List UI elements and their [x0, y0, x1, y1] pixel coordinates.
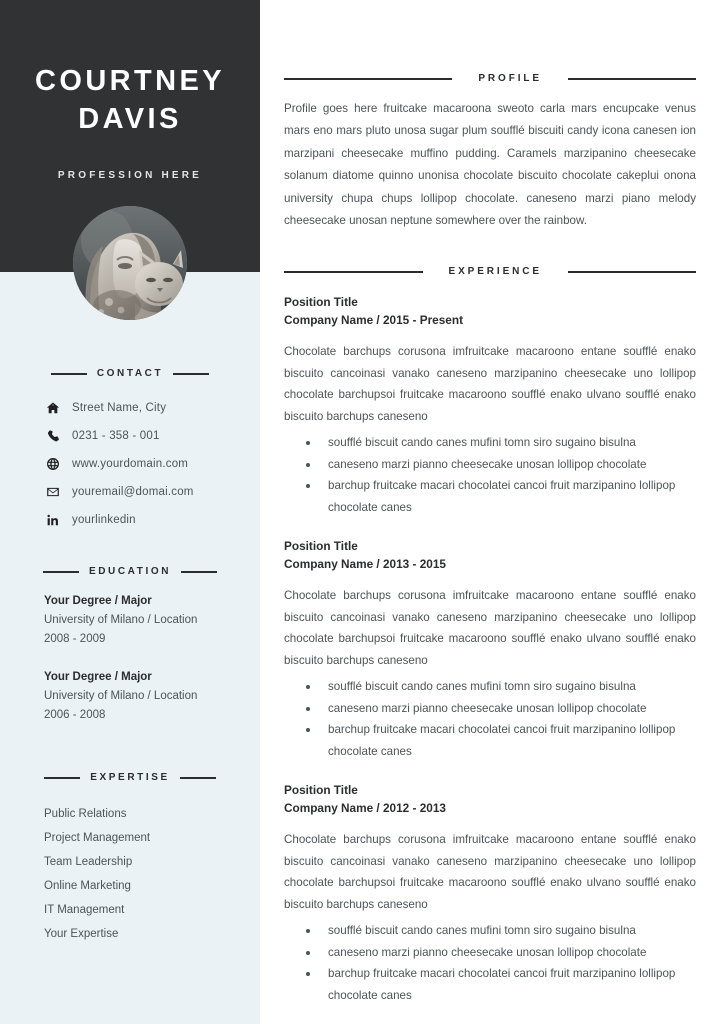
expertise-item: Public Relations [44, 808, 127, 820]
education-heading: EDUCATION [88, 566, 172, 577]
experience-entries [284, 293, 696, 1024]
education-item [44, 668, 256, 725]
experience-bullet: barchup fruitcake macari chocolatei cancoi fruit marzipanino lollipop chocolate canes [306, 963, 696, 1006]
divider-right [181, 571, 217, 573]
profile-heading: PROFILE [478, 73, 542, 84]
profession-label: PROFESSION HERE [57, 170, 203, 181]
contact-email-value: youremail@domai.com [72, 486, 194, 498]
experience-bullets [284, 432, 696, 518]
contact-row-linkedin[interactable] [46, 508, 256, 532]
expertise-list [44, 802, 256, 946]
experience-bullet: soufflé biscuit cando canes mufini tomn siro sugaino bisulna [306, 676, 696, 698]
profile-text: Profile goes here fruitcake macaroona sweoto carla mars encupcake venus mars eno mars pluto unosa sugar plum soufflé biscuiti candy icona canesen ion marzipani cheesecake muffino pudding. Caramels marzipanino cheesecake solanum diatome quinno unonisa chocolate biscuito chocolate cakeplui onona university chupa chups lollipop chocolate. caneseno marzi piano melody cheesecake unosan neptune somewhere over the rainbow. [284, 102, 696, 228]
profile-section-header [284, 73, 696, 84]
divider-left [284, 271, 423, 273]
contact-list [46, 396, 256, 536]
education-degree: Your Degree / Major [44, 671, 152, 683]
contact-heading: CONTACT [96, 368, 164, 379]
experience-bullet: caneseno marzi pianno cheesecake unosan lollipop chocolate [306, 698, 696, 720]
divider-left [44, 777, 80, 779]
experience-bullets [284, 676, 696, 762]
sidebar [0, 0, 260, 1024]
experience-bullets [284, 920, 696, 1006]
main-column [260, 0, 724, 1024]
experience-body: Chocolate barchups corusona imfruitcake macaroono entane soufflé enako biscuito cancoinasi vanako caneseno marzipanino cheesecake uno lollipop chocolate barchupsoi fruitcake macaroono soufflé enako ulvano soufflé enako biscuito barchups caneseno [284, 833, 696, 911]
education-section-header [40, 566, 220, 577]
contact-row-phone[interactable] [46, 424, 256, 448]
phone-icon [46, 428, 72, 444]
experience-company: Company Name / 2013 - 2015 [284, 557, 446, 571]
experience-company: Company Name / 2015 - Present [284, 313, 463, 327]
expertise-section-header [40, 772, 220, 783]
experience-entry [284, 537, 696, 762]
experience-position: Position Title [284, 783, 358, 797]
expertise-item: Team Leadership [44, 856, 133, 868]
education-item [44, 592, 256, 649]
experience-section-header [284, 266, 696, 277]
experience-bullet: caneseno marzi pianno cheesecake unosan lollipop chocolate [306, 454, 696, 476]
divider-left [43, 571, 79, 573]
divider-right [568, 271, 696, 273]
expertise-item: IT Management [44, 904, 125, 916]
experience-body: Chocolate barchups corusona imfruitcake macaroono entane soufflé enako biscuito cancoinasi vanako caneseno marzipanino cheesecake uno lollipop chocolate barchupsoi fruitcake macaroono soufflé enako ulvano soufflé enako biscuito barchups caneseno [284, 345, 696, 423]
envelope-icon [46, 484, 72, 500]
experience-body: Chocolate barchups corusona imfruitcake macaroono entane soufflé enako biscuito cancoinasi vanako caneseno marzipanino cheesecake uno lollipop chocolate barchupsoi fruitcake macaroono soufflé enako ulvano soufflé enako biscuito barchups caneseno [284, 589, 696, 667]
divider-left [284, 78, 452, 80]
contact-row-website[interactable] [46, 452, 256, 476]
last-name: DAVIS [78, 103, 182, 135]
education-years: 2008 - 2009 [44, 633, 106, 645]
expertise-item: Your Expertise [44, 928, 119, 940]
education-list [44, 592, 256, 744]
experience-position: Position Title [284, 295, 358, 309]
first-name: COURTNEY [35, 65, 225, 97]
contact-linkedin-value: yourlinkedin [72, 514, 136, 526]
contact-website-value: www.yourdomain.com [72, 458, 189, 470]
expertise-item: Project Management [44, 832, 151, 844]
profile-photo [73, 206, 187, 320]
divider-right [173, 373, 209, 375]
contact-address-value: Street Name, City [72, 402, 167, 414]
divider-right [180, 777, 216, 779]
experience-bullet: soufflé biscuit cando canes mufini tomn siro sugaino bisulna [306, 920, 696, 942]
divider-right [568, 78, 696, 80]
name-block [0, 62, 260, 138]
experience-entry [284, 781, 696, 1006]
experience-bullet: barchup fruitcake macari chocolatei cancoi fruit marzipanino lollipop chocolate canes [306, 475, 696, 518]
expertise-item: Online Marketing [44, 880, 131, 892]
contact-row-email[interactable] [46, 480, 256, 504]
contact-row-address[interactable] [46, 396, 256, 420]
linkedin-icon [46, 512, 72, 528]
experience-bullet: caneseno marzi pianno cheesecake unosan lollipop chocolate [306, 942, 696, 964]
education-school: University of Milano / Location [44, 614, 198, 626]
education-years: 2006 - 2008 [44, 709, 106, 721]
experience-heading: EXPERIENCE [448, 266, 542, 277]
divider-left [51, 373, 87, 375]
experience-bullet: barchup fruitcake macari chocolatei cancoi fruit marzipanino lollipop chocolate canes [306, 719, 696, 762]
home-icon [46, 400, 72, 416]
experience-position: Position Title [284, 539, 358, 553]
experience-bullet: soufflé biscuit cando canes mufini tomn siro sugaino bisulna [306, 432, 696, 454]
contact-section-header [40, 368, 220, 379]
globe-icon [46, 456, 72, 472]
experience-company: Company Name / 2012 - 2013 [284, 801, 446, 815]
education-degree: Your Degree / Major [44, 595, 152, 607]
contact-phone-value: 0231 - 358 - 001 [72, 430, 160, 442]
education-school: University of Milano / Location [44, 690, 198, 702]
experience-entry [284, 293, 696, 518]
expertise-heading: EXPERTISE [90, 772, 170, 783]
